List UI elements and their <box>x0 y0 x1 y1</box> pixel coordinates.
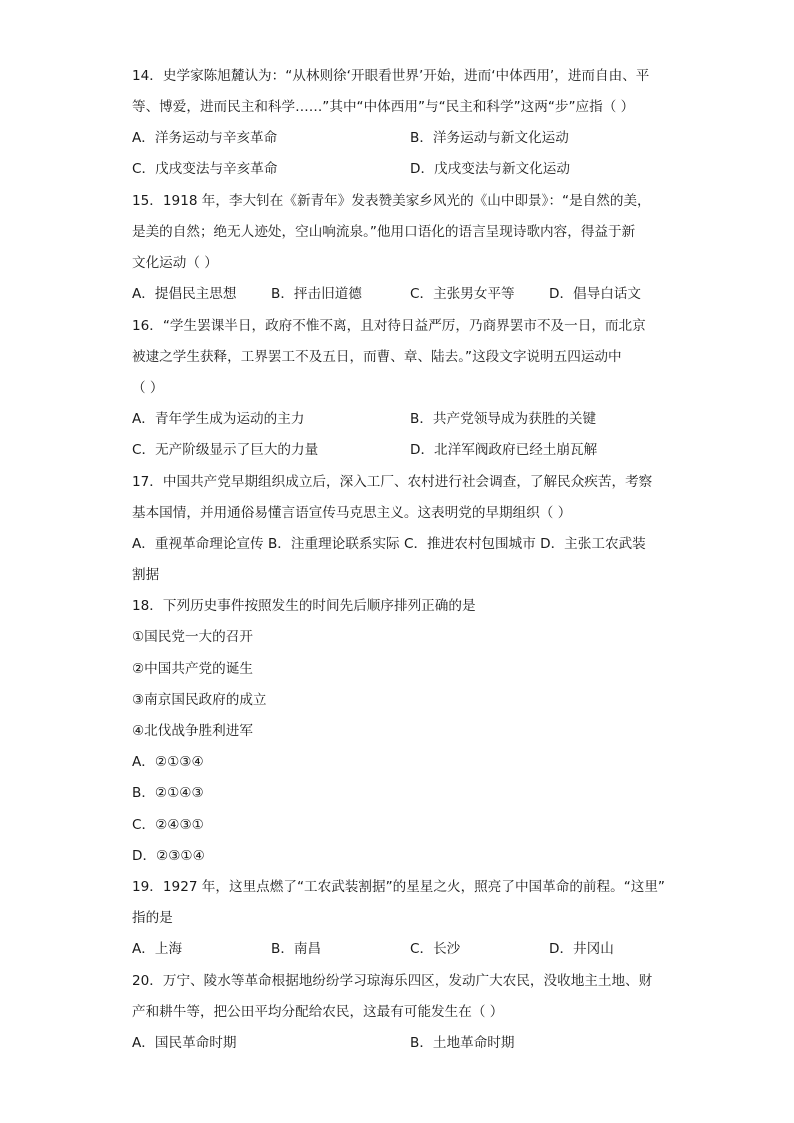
q17-stem-line-1: 17．中国共产党早期组织成立后，深入工厂、农村进行社会调查，了解民众疾苦，考察 <box>132 474 653 490</box>
q14-option-c: C．戊戌变法与辛亥革命 <box>132 161 278 177</box>
q14-stem-line-2: 等、博爱，进而民主和科学……”其中“中体西用”与“民主和科学”这两“步”应指（ ） <box>132 99 635 115</box>
q16-option-a: A．青年学生成为运动的主力 <box>132 411 305 427</box>
q20-stem-line-1: 20．万宁、陵水等革命根据地纷纷学习琼海乐四区，发动广大农民，没收地主土地、财 <box>132 973 653 989</box>
q16-stem-line-1: 16．“学生罢课半日，政府不惟不离，且对待日益严厉，乃商界罢市不及一日，而北京 <box>132 318 646 334</box>
q20-stem-line-2: 产和耕牛等，把公田平均分配给农民，这最有可能发生在（ ） <box>132 1004 504 1020</box>
q19-stem-line-1: 19．1927 年，这里点燃了“工农武装割据”的星星之火，照亮了中国革命的前程。“这里” <box>132 879 665 895</box>
q14-option-a: A．洋务运动与辛亥革命 <box>132 130 278 146</box>
q14-stem-line-1: 14．史学家陈旭麓认为：“从林则徐‘开眼看世界’开始，进而‘中体西用’，进而自由、平 <box>132 68 650 84</box>
q20-option-b: B．土地革命时期 <box>410 1035 515 1051</box>
q15-option-b: B．抨击旧道德 <box>271 286 362 302</box>
q16-stem-line-3: （ ） <box>132 380 164 396</box>
q15-option-d: D．倡导白话文 <box>549 286 642 302</box>
q19-option-d: D．井冈山 <box>549 941 614 957</box>
q20-option-a: A．国民革命时期 <box>132 1035 237 1051</box>
q18-stem: 18．下列历史事件按照发生的时间先后顺序排列正确的是 <box>132 598 476 614</box>
q17-options-line-wrap: 割据 <box>132 567 160 583</box>
q15-stem-line-1: 15．1918 年，李大钊在《新青年》发表赞美家乡风光的《山中即景》：“是自然的美， <box>132 193 651 209</box>
q19-option-c: C．长沙 <box>410 941 461 957</box>
q18-item-3: ③南京国民政府的成立 <box>132 692 267 708</box>
q18-item-2: ②中国共产党的诞生 <box>132 661 253 677</box>
q15-option-c: C．主张男女平等 <box>410 286 515 302</box>
q14-option-b: B．洋务运动与新文化运动 <box>410 130 569 146</box>
q18-option-b: B．②①④③ <box>132 785 204 801</box>
q17-options-line: A．重视革命理论宣传 B．注重理论联系实际 C．推进农村包围城市 D．主张工农武装 <box>132 536 646 552</box>
q16-option-d: D．北洋军阀政府已经土崩瓦解 <box>410 442 598 458</box>
q15-stem-line-2: 是美的自然；绝无人迹处，空山响流泉。”他用口语化的语言呈现诗歌内容，得益于新 <box>132 224 636 240</box>
q17-stem-line-2: 基本国情，并用通俗易懂言语宣传马克思主义。这表明党的早期组织（ ） <box>132 505 572 521</box>
q14-option-d: D．戊戌变法与新文化运动 <box>410 161 570 177</box>
q15-option-a: A．提倡民主思想 <box>132 286 237 302</box>
q18-option-d: D．②③①④ <box>132 848 205 864</box>
q19-option-a: A．上海 <box>132 941 183 957</box>
q18-option-a: A．②①③④ <box>132 754 204 770</box>
q19-option-b: B．南昌 <box>271 941 322 957</box>
q16-stem-line-2: 被逮之学生获释，工界罢工不及五日，而曹、章、陆去。”这段文字说明五四运动中 <box>132 349 622 365</box>
q18-item-4: ④北伐战争胜利进军 <box>132 723 253 739</box>
q18-item-1: ①国民党一大的召开 <box>132 629 253 645</box>
q16-option-c: C．无产阶级显示了巨大的力量 <box>132 442 319 458</box>
q19-stem-line-2: 指的是 <box>132 910 173 926</box>
q15-stem-line-3: 文化运动（ ） <box>132 255 218 271</box>
q16-option-b: B．共产党领导成为获胜的关键 <box>410 411 597 427</box>
q18-option-c: C．②④③① <box>132 817 204 833</box>
